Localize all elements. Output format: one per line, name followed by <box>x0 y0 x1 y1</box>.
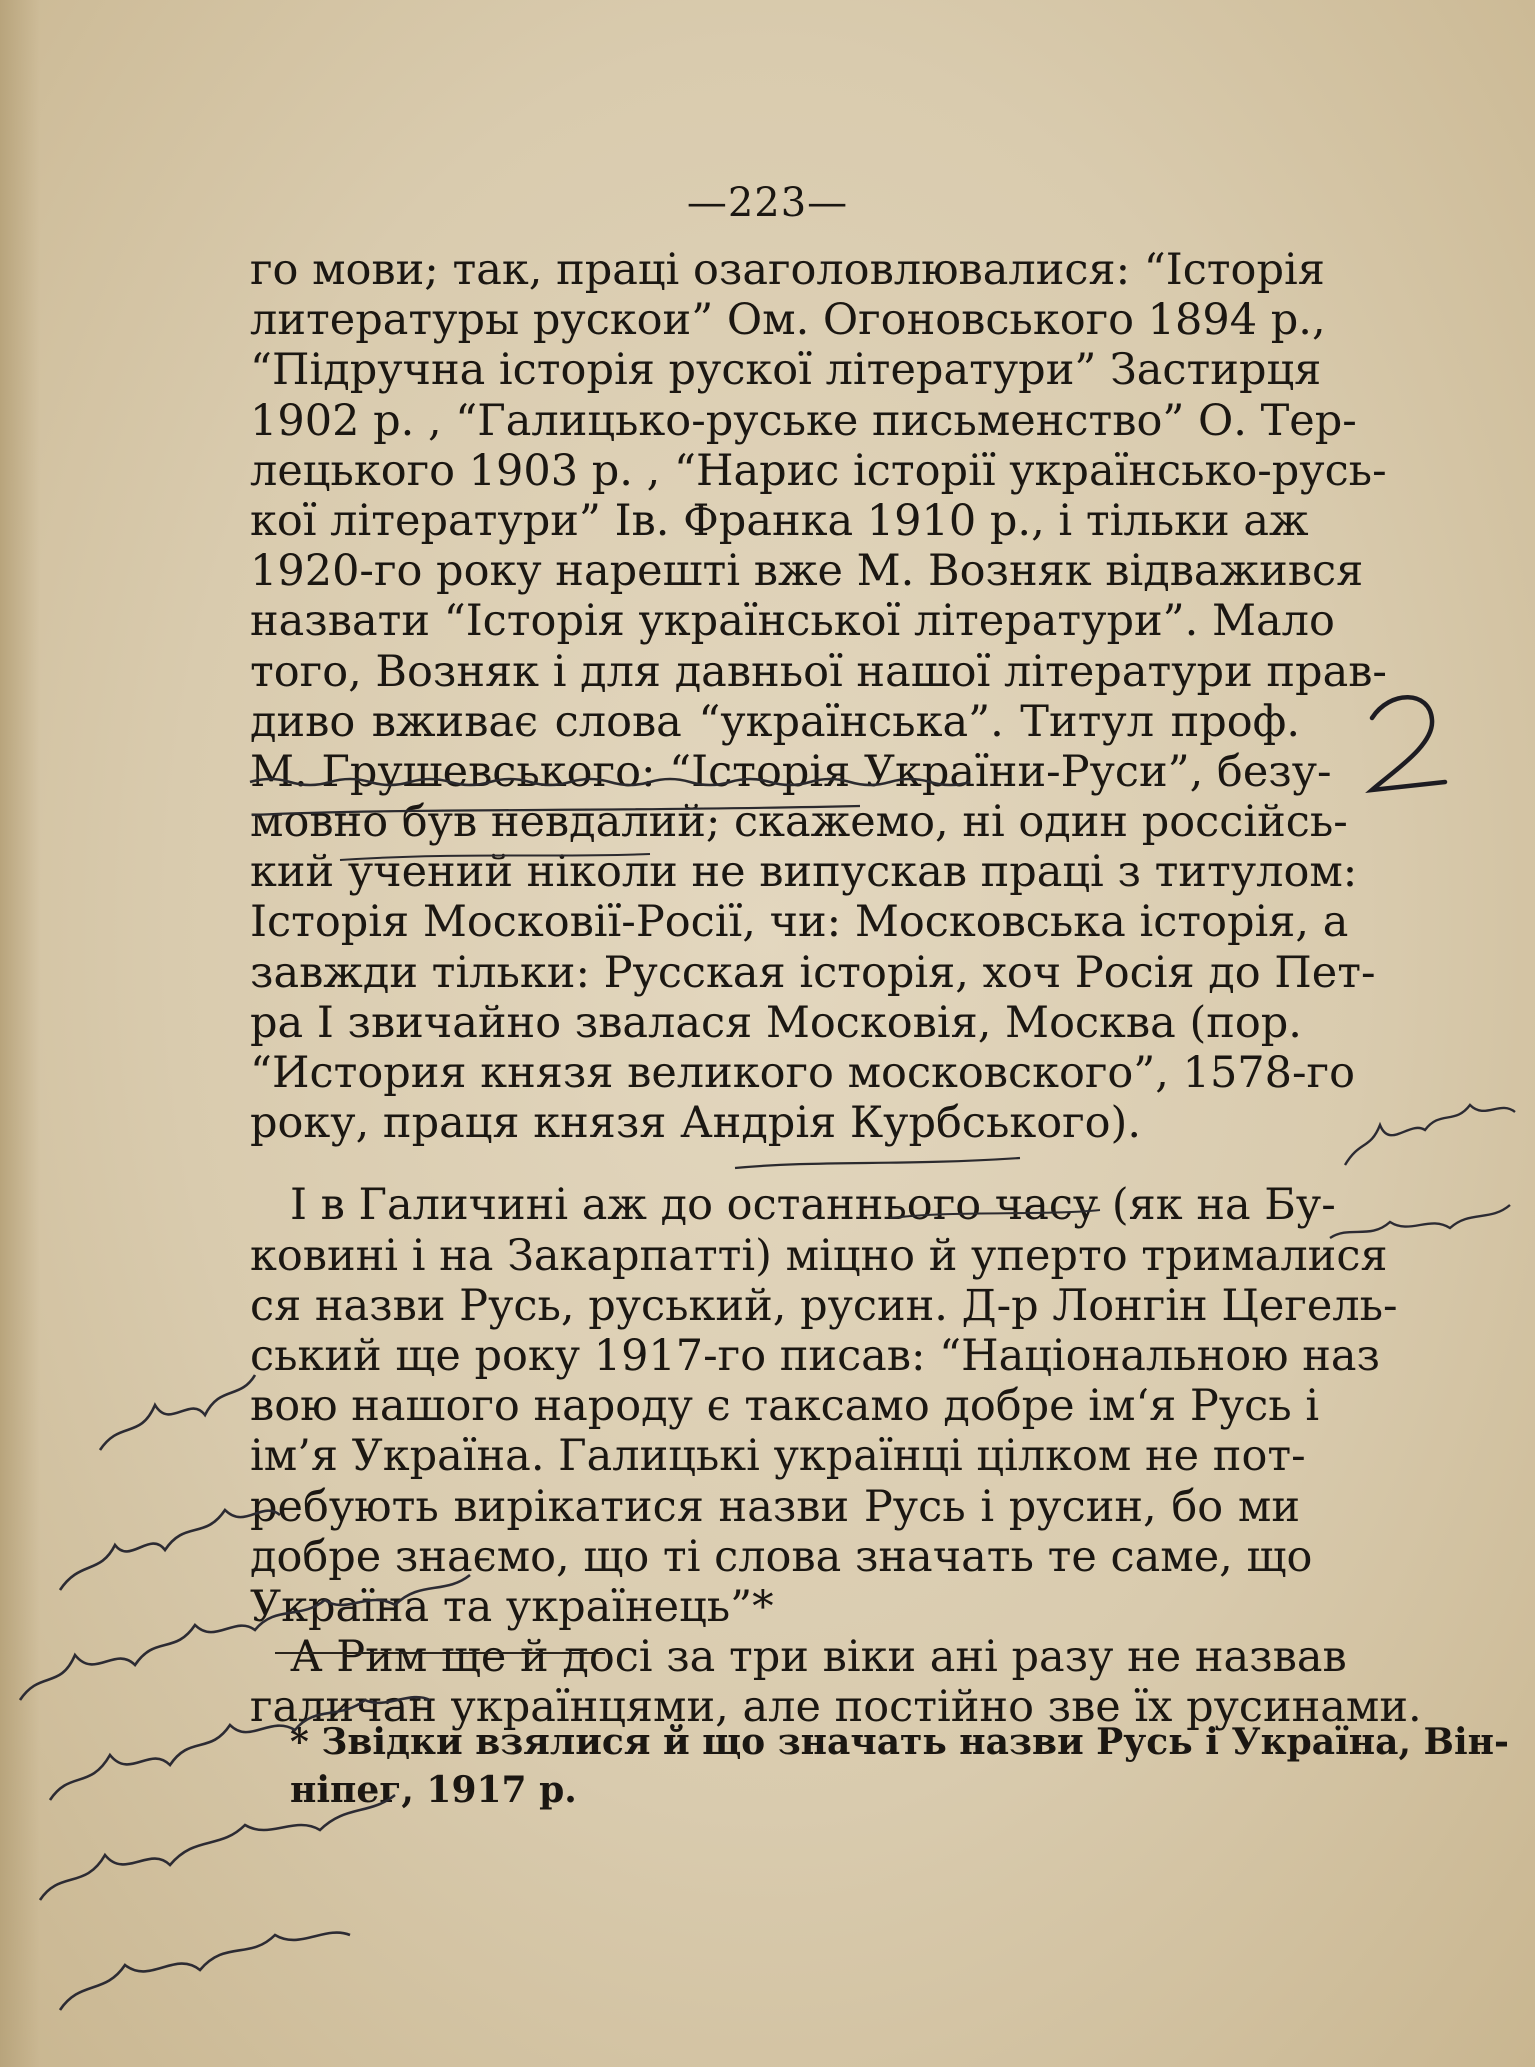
text-line: кої літератури” Ів. Франка 1910 р., і тільки аж <box>250 495 1309 546</box>
margin-scribble <box>1345 1105 1515 1165</box>
text-line: І в Галичині аж до останнього часу (як на Бу- <box>290 1180 1336 1231</box>
text-line: литературы рускои” Ом. Огоновського 1894 р., <box>250 295 1326 346</box>
margin-mark-2 <box>1372 697 1445 790</box>
text-line: А Рим ще й досі за три віки ані разу не назвав <box>290 1632 1347 1683</box>
text-line: ковині і на Закарпатті) міцно й уперто трималися <box>250 1230 1388 1281</box>
footnote-line: * Звідки взялися й що значать назви Русь і Україна, Він- <box>290 1721 1509 1763</box>
text-line: вою нашого народу є таксамо добре ім‘я Русь і <box>250 1381 1320 1432</box>
text-line: назвати “Історія української літератури”. Мало <box>250 596 1335 647</box>
text-line: Історія Московії-Росії, чи: Московська історія, а <box>250 897 1349 948</box>
text-line: кий учений ніколи не випускав праці з титулом: <box>250 847 1358 898</box>
margin-scribble <box>60 1933 350 2010</box>
body-text <box>250 245 1422 1733</box>
text-line: галичан українцями, але постійно зве їх русинами. <box>250 1682 1422 1733</box>
text-line: “История князя великого московского”, 1578-го <box>250 1048 1355 1098</box>
text-line: “Підручна історія рускої літератури” Застирця <box>250 345 1322 396</box>
paragraph-2 <box>250 1180 1398 1632</box>
margin-scribble <box>100 1375 255 1450</box>
footnote-divider <box>275 1652 605 1654</box>
text-line: ребують вирікатися назви Русь і русин, бо ми <box>250 1481 1300 1532</box>
paragraph-1 <box>250 245 1387 1149</box>
text-line: 1920-го року нарешті вже М. Возняк відважився <box>250 546 1364 597</box>
text-line: ра І звичайно звалася Московія, Москва (пор. <box>250 997 1302 1048</box>
margin-scribble <box>60 1510 280 1590</box>
text-line: того, Возняк і для давньої нашої літератури прав- <box>250 646 1387 697</box>
text-line: лецького 1903 р. , “Нарис історії українсько-русь- <box>250 445 1387 496</box>
text-line: го мови; так, праці озаголовлювалися: “Історія <box>250 245 1325 295</box>
text-line: ім’я Україна. Галицькі українці цілком не пот- <box>250 1431 1306 1482</box>
footnote-line: ніпег, 1917 р. <box>290 1769 577 1811</box>
text-line: 1902 р. , “Галицько-руське письменство” О. Тер- <box>250 395 1357 446</box>
text-line: диво вживає слова “українська”. Титул проф. <box>250 696 1300 747</box>
text-line: Україна та українець”* <box>250 1581 774 1632</box>
text-line: мовно був невдалий; скажемо, ні один россійсь- <box>250 797 1348 848</box>
text-line: М. Грушевського: “Історія України-Руси”, безу- <box>250 746 1332 797</box>
text-line: року, праця князя Андрія Курбського). <box>250 1098 1141 1149</box>
text-line: добре знаємо, що ті слова значать те саме, що <box>250 1531 1313 1582</box>
page-number: —223— <box>686 180 849 226</box>
text-line: ся назви Русь, руський, русин. Д-р Лонгін Цегель- <box>250 1280 1398 1331</box>
footnote <box>290 1718 1509 1814</box>
text-line: ський ще року 1917-го писав: “Національною наз <box>250 1330 1380 1381</box>
text-line: завжди тільки: Русская історія, хоч Росія до Пет- <box>250 947 1376 998</box>
